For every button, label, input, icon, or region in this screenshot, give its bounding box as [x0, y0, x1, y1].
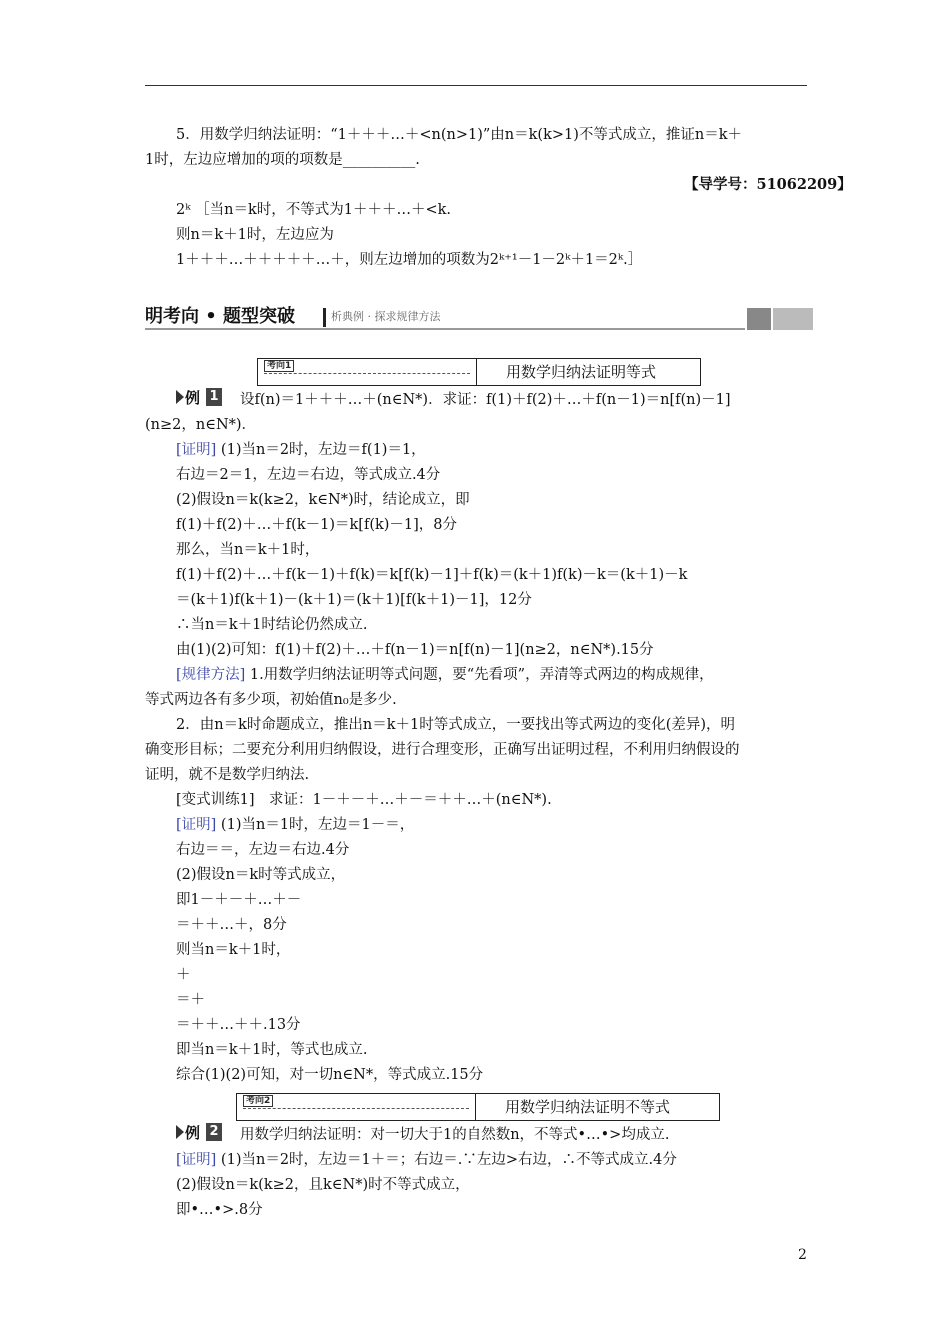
example2-badge-text: 例: [185, 1124, 201, 1142]
example2-statement: 用数学归纳法证明：对一切大于1的自然数n，不等式•…•>均成立.: [240, 1127, 670, 1143]
example1-proof-line7: ＝(k＋1)f(k＋1)－(k＋1)＝(k＋1)[f(k＋1)－1]，12分: [176, 592, 532, 608]
play-arrow-icon: [176, 390, 184, 404]
variant1-line6: 则当n＝k＋1时，: [176, 942, 291, 958]
section-underline: [145, 328, 745, 330]
example2-badge: [176, 1123, 226, 1141]
example1-badge-text: 例: [185, 389, 201, 407]
topic1-tag: 考向1: [264, 360, 294, 372]
method-line3: 2．由n＝k时命题成立，推出n＝k＋1时等式成立，一要找出等式两边的变化(差异)，明: [176, 717, 736, 733]
section-light-block: [773, 308, 813, 330]
example1-statement1: 设f(n)＝1＋＋＋…＋(n∈N*)．求证：f(1)＋f(2)＋…＋f(n－1)＝n[f(n)－1]: [240, 392, 731, 408]
example2-badge-number: 2: [206, 1123, 222, 1141]
example2-proof-line3: 即•…•>.8分: [176, 1202, 263, 1218]
answer-line3: 1＋＋＋…＋＋＋＋＋…＋，则左边增加的项数为2ᵏ⁺¹－1－2ᵏ＋1＝2ᵏ.］: [176, 252, 643, 268]
variant1-line8: ＝＋: [176, 992, 205, 1008]
play-arrow-icon: [176, 1125, 184, 1139]
example2-proof-line2: (2)假设n＝k(k≥2，且k∈N*)时不等式成立，: [176, 1177, 470, 1193]
topic1-title: 用数学归纳法证明等式: [506, 363, 657, 381]
example1-proof-line9: 由(1)(2)可知：f(1)＋f(2)＋…＋f(n－1)＝n[f(n)－1](n≥2，n∈N*).15分: [176, 642, 654, 658]
method-line1: [176, 665, 714, 685]
problem5-line1: 5．用数学归纳法证明：“1＋＋＋…＋<n(n>1)”由n＝k(k>1)不等式成立，推证n＝k＋: [176, 127, 743, 143]
variant1-line11: 综合(1)(2)可知，对一切n∈N*，等式成立.15分: [176, 1067, 484, 1083]
section-title: 明考向 • 题型突破: [145, 306, 296, 327]
variant1-proof-text: (1)当n＝1时，左边＝1－＝，: [216, 817, 415, 833]
method-line4: 确变形目标；二要充分利用归纳假设，进行合理变形，正确写出证明过程，不利用归纳假设的: [145, 742, 740, 758]
example1-proof-line3: (2)假设n＝k(k≥2，k∈N*)时，结论成立，即: [176, 492, 470, 508]
section-header: [145, 305, 813, 329]
section-dark-block: [747, 308, 771, 330]
variant1-line2: 右边＝＝，左边＝右边.4分: [176, 842, 350, 858]
method-label: [规律方法]: [176, 667, 246, 683]
example1-proof-line6: f(1)＋f(2)＋…＋f(k－1)＋f(k)＝k[f(k)－1]＋f(k)＝(k＋1)f(k)－k＝(k＋1)－k: [176, 567, 688, 583]
proof-label: [证明]: [176, 442, 217, 458]
topic2-tag: 考向2: [243, 1095, 273, 1107]
variant1-line10: 即当n＝k＋1时，等式也成立.: [176, 1042, 368, 1058]
method-line5: 证明，就不是数学归纳法.: [145, 767, 310, 783]
variant1-line5: ＝＋＋…＋，8分: [176, 917, 287, 933]
topic1-dash: [264, 373, 470, 374]
page-number: 2: [798, 1247, 807, 1263]
topic2-title: 用数学归纳法证明不等式: [505, 1098, 671, 1116]
answer-line2: 则n＝k＋1时，左边应为: [176, 227, 334, 243]
top-rule: [145, 85, 807, 86]
method-text1: 1.用数学归纳法证明等式问题，要“先看项”，弄清等式两边的构成规律，: [245, 667, 714, 683]
example1-badge-number: 1: [206, 388, 222, 406]
variant1-proof-label: [证明]: [176, 817, 217, 833]
example1-proof-line1: [176, 440, 426, 460]
example1-proof-line8: ∴当n＝k＋1时结论仍然成立.: [176, 617, 368, 633]
method-line2: 等式两边各有多少项，初始值n₀是多少.: [145, 692, 397, 708]
topic2-dash: [243, 1108, 469, 1109]
answer-line1: 2ᵏ ［当n＝k时，不等式为1＋＋＋…＋<k.: [176, 202, 452, 218]
topic1-box: [257, 358, 701, 386]
example2-proof-line1: [176, 1150, 677, 1170]
example1-statement2: (n≥2，n∈N*)．: [145, 417, 257, 433]
guide-number: 【导学号：51062209】: [684, 176, 852, 193]
section-subtitle: 析典例 · 探求规律方法: [331, 310, 441, 323]
topic1-tag-area: [258, 359, 477, 385]
topic2-box: [236, 1093, 720, 1121]
example1-proof-line4: f(1)＋f(2)＋…＋f(k－1)＝k[f(k)－1]，8分: [176, 517, 458, 533]
variant1-line3: (2)假设n＝k时等式成立，: [176, 867, 346, 883]
variant1-line7: ＋: [176, 967, 191, 983]
variant1-statement: [变式训练1] 求证：1－＋－＋…＋－＝＋＋…＋(n∈N*).: [176, 792, 552, 808]
example1-proof-line5: 那么，当n＝k＋1时，: [176, 542, 320, 558]
example2-proof-label: [证明]: [176, 1152, 217, 1168]
variant1-line9: ＝＋＋…＋＋.13分: [176, 1017, 301, 1033]
problem5-line2: 1时，左边应增加的项的项数是__________.: [145, 152, 420, 168]
example2-proof-text: (1)当n＝2时，左边＝1＋＝；右边＝.∵左边>右边，∴不等式成立.4分: [216, 1152, 677, 1168]
variant1-proof-line1: [176, 815, 414, 835]
example1-badge: [176, 388, 226, 406]
topic2-tag-area: [237, 1094, 476, 1120]
example1-proof-line2: 右边＝2＝1，左边＝右边，等式成立.4分: [176, 467, 441, 483]
section-separator: [323, 308, 326, 327]
proof-text: (1)当n＝2时，左边＝f(1)＝1，: [216, 442, 426, 458]
variant1-line4: 即1－＋－＋…＋－: [176, 892, 302, 908]
